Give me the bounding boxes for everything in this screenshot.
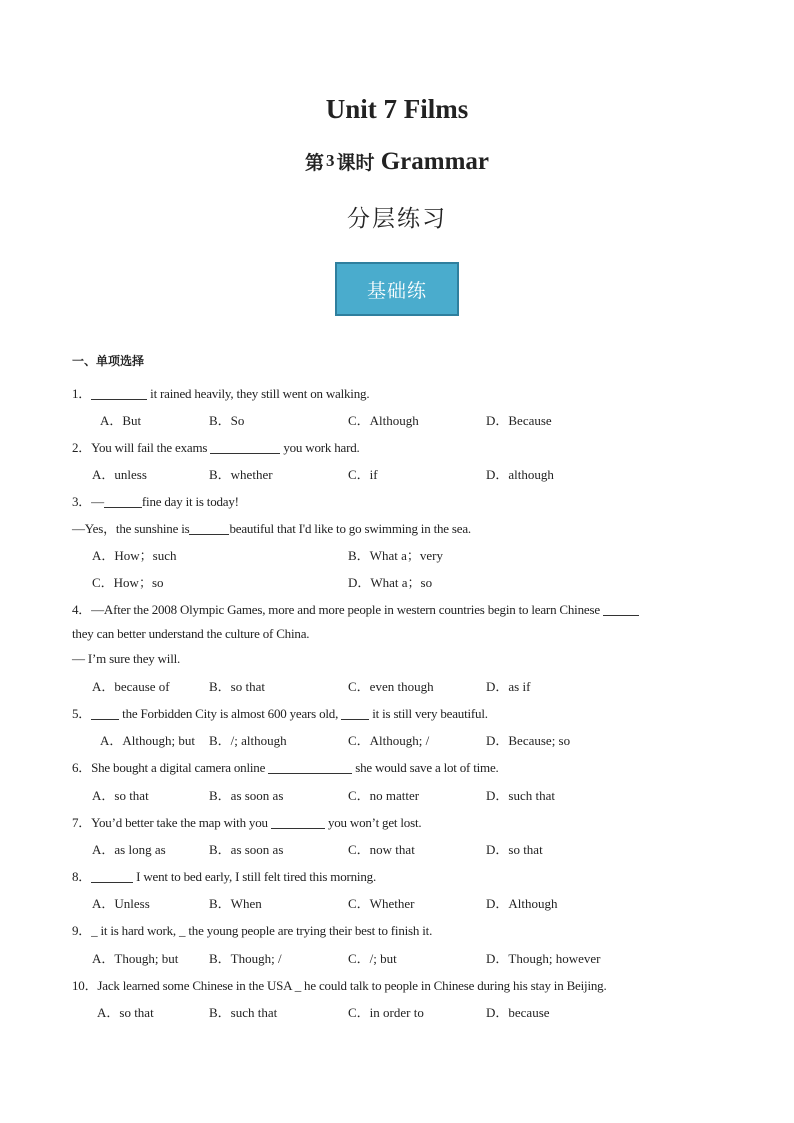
answer-option[interactable]: C．if (348, 467, 378, 482)
answer-blank (91, 870, 133, 883)
answer-option[interactable]: A．But (100, 413, 142, 428)
question-text-part: they can better understand the culture of China. (72, 626, 310, 641)
practice-heading: 分层练习 (347, 206, 447, 232)
answer-option[interactable]: B．so that (209, 679, 265, 694)
answer-blank (104, 495, 142, 508)
answer-blank (603, 603, 639, 616)
answer-option[interactable]: A．Though; but (92, 951, 179, 966)
answer-option[interactable]: C．Although (348, 413, 419, 428)
question-text-part: 6．She bought a digital camera online (72, 760, 269, 775)
question-text-part: it is still very beautiful. (369, 706, 488, 721)
lesson-number: 3 (325, 151, 335, 170)
question-text (72, 975, 607, 994)
question-text-part: 10．Jack learned some Chinese in the USA _ he could talk to people in Chinese during his stay in Beijing. (72, 978, 607, 993)
answer-option[interactable]: D．although (486, 467, 554, 482)
answer-option[interactable]: B．So (209, 413, 245, 428)
answer-blank (189, 522, 229, 535)
question-text (72, 518, 471, 537)
answer-blank (268, 761, 352, 774)
question-text (72, 599, 639, 618)
question-text (72, 437, 360, 456)
level-badge: 基础练 (335, 262, 459, 316)
answer-option[interactable]: D．because (486, 1005, 550, 1020)
answer-option[interactable]: A．so that (92, 788, 149, 803)
answer-option[interactable]: A．so that (97, 1005, 154, 1020)
question-text (72, 866, 376, 885)
question-text-part: it rained heavily, they still went on walking. (147, 386, 370, 401)
answer-option[interactable]: A．How；such (92, 548, 177, 563)
section-title: 一、单项选择 (72, 354, 145, 368)
question-text-part: I went to bed early, I still felt tired this morning. (133, 869, 376, 884)
question-text (72, 920, 432, 939)
answer-option[interactable]: C．Whether (348, 896, 415, 911)
answer-option[interactable]: D．Although (486, 896, 558, 911)
answer-option[interactable]: D．so that (486, 842, 543, 857)
answer-blank (91, 387, 147, 400)
question-text-part: 1． (72, 386, 92, 401)
answer-option[interactable]: B．/; although (209, 733, 287, 748)
answer-option[interactable]: A．Although; but (100, 733, 195, 748)
answer-option[interactable]: D．What a；so (348, 575, 433, 590)
page-title: Unit 7 Films (325, 94, 469, 124)
answer-option[interactable]: A．as long as (92, 842, 166, 857)
question-text-part: beautiful that I'd like to go swimming in the sea. (229, 521, 471, 536)
answer-option[interactable]: D．Though; however (486, 951, 601, 966)
answer-option[interactable]: A．Unless (92, 896, 150, 911)
question-text-part: the Forbidden City is almost 600 years old, (119, 706, 342, 721)
answer-option[interactable]: B．whether (209, 467, 273, 482)
answer-option[interactable]: A．unless (92, 467, 147, 482)
answer-blank (341, 707, 369, 720)
answer-option[interactable]: C．in order to (348, 1005, 424, 1020)
question-text-part: 9．_ it is hard work, _ the young people are trying their best to finish it. (72, 923, 433, 938)
answer-option[interactable]: D．such that (486, 788, 555, 803)
answer-option[interactable]: C．no matter (348, 788, 420, 803)
answer-option[interactable]: B．as soon as (209, 842, 284, 857)
answer-option[interactable]: B．as soon as (209, 788, 284, 803)
answer-option[interactable]: A．because of (92, 679, 170, 694)
answer-option[interactable]: D．Because; so (486, 733, 571, 748)
subtitle-prefix: 第 (304, 152, 324, 174)
answer-blank (91, 707, 119, 720)
question-text (72, 812, 421, 831)
question-text-part: 5． (72, 706, 92, 721)
question-text-part: 2．You will fail the exams (72, 440, 211, 455)
answer-option[interactable]: C．How；so (92, 575, 164, 590)
subtitle-en: Grammar (380, 148, 490, 175)
question-text-part: 7．You’d better take the map with you (72, 815, 271, 830)
question-text-part: you work hard. (280, 440, 360, 455)
question-text (72, 383, 369, 402)
question-text-part: — I’m sure they will. (72, 651, 181, 666)
question-text (72, 757, 499, 776)
answer-option[interactable]: B．Though; / (209, 951, 282, 966)
question-text-part: 3．— (72, 494, 104, 509)
question-text-part: —Yes，the sunshine is (72, 521, 190, 536)
answer-option[interactable]: B．such that (209, 1005, 278, 1020)
question-text (72, 491, 239, 510)
lesson-subtitle (0, 148, 794, 176)
answer-blank (210, 441, 280, 454)
answer-option[interactable]: C．/; but (348, 951, 397, 966)
subtitle-cn: 课时 (336, 152, 375, 174)
question-text (72, 626, 309, 642)
question-text-part: 8． (72, 869, 92, 884)
question-text (72, 651, 180, 667)
question-text-part: fine day it is today! (141, 494, 239, 509)
answer-option[interactable]: C．even though (348, 679, 434, 694)
answer-option[interactable]: D．as if (486, 679, 531, 694)
answer-option[interactable]: B．What a；very (348, 548, 443, 563)
answer-option[interactable]: B．When (209, 896, 262, 911)
answer-option[interactable]: C．now that (348, 842, 415, 857)
question-text (72, 703, 488, 722)
question-text-part: you won’t get lost. (324, 815, 422, 830)
question-text-part: she would save a lot of time. (352, 760, 499, 775)
answer-blank (271, 816, 325, 829)
answer-option[interactable]: D．Because (486, 413, 552, 428)
question-text-part: 4．—After the 2008 Olympic Games, more and more people in western countries begin to learn Chinese (72, 602, 603, 617)
answer-option[interactable]: C．Although; / (348, 733, 430, 748)
